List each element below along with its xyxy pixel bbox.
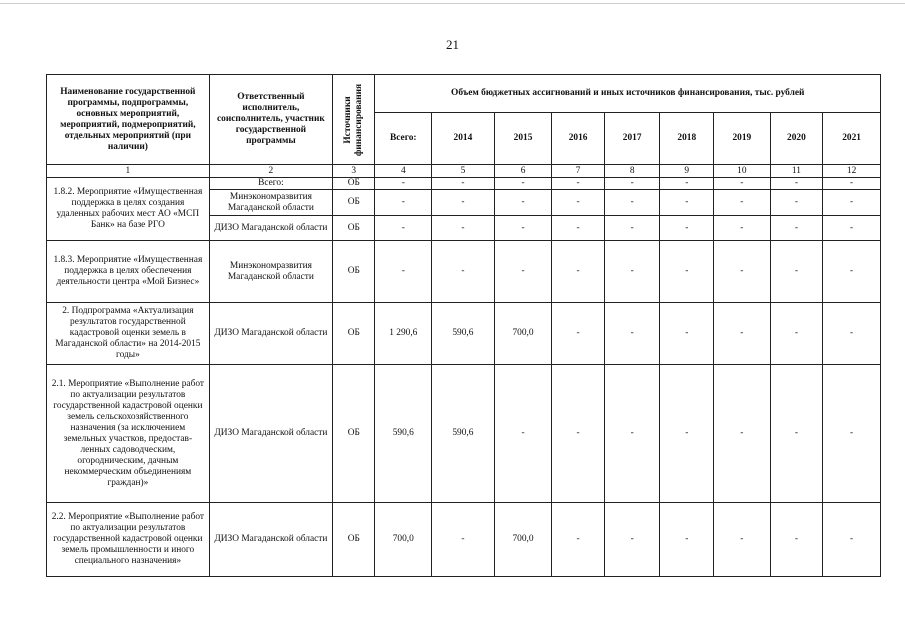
row-source: ОБ	[333, 190, 375, 216]
row-value: -	[432, 190, 495, 216]
row-value: -	[552, 365, 605, 503]
header-year: 2017	[604, 113, 660, 165]
row-value: -	[660, 503, 714, 577]
row-name: 2. Подпрограмма «Актуализация результатов государственной кадастровой оценки земель в Магаданской области» на 2014-2015 годы»	[47, 303, 210, 365]
column-number: 1	[47, 165, 210, 178]
row-value: -	[552, 216, 605, 241]
row-value: 590,6	[432, 303, 495, 365]
column-number-row	[47, 165, 881, 178]
page-number: 21	[446, 37, 459, 52]
row-value: -	[823, 365, 881, 503]
row-value: -	[714, 178, 771, 190]
table-row	[47, 303, 881, 365]
row-value: -	[770, 503, 823, 577]
row-value: -	[604, 303, 660, 365]
row-source: ОБ	[333, 503, 375, 577]
row-value: -	[714, 241, 771, 303]
column-number: 9	[660, 165, 714, 178]
header-year: 2016	[552, 113, 605, 165]
header-year: 2020	[770, 113, 823, 165]
top-edge-line	[0, 3, 905, 4]
header-year: 2021	[823, 113, 881, 165]
row-value: -	[714, 216, 771, 241]
row-value: -	[552, 303, 605, 365]
row-value: -	[770, 303, 823, 365]
row-value: -	[604, 216, 660, 241]
row-value: -	[823, 178, 881, 190]
column-number: 5	[432, 165, 495, 178]
row-value: -	[552, 503, 605, 577]
row-value: 700,0	[494, 503, 552, 577]
column-number: 6	[494, 165, 552, 178]
header-year: 2015	[494, 113, 552, 165]
budget-table	[46, 74, 881, 577]
row-value: -	[770, 241, 823, 303]
row-name: 2.2. Мероприятие «Выполнение работ по актуализации результатов государственной кадастровой оценки земель промышленности и иного специального назначения»	[47, 503, 210, 577]
row-value: -	[604, 190, 660, 216]
row-value: -	[823, 216, 881, 241]
row-value: -	[660, 303, 714, 365]
header-financing-group: Объем бюджетных ассигнований и иных источников финансирования, тыс. рублей	[375, 75, 881, 113]
row-source: ОБ	[333, 365, 375, 503]
row-value: 590,6	[432, 365, 495, 503]
row-value: 590,6	[375, 365, 432, 503]
row-value: -	[494, 241, 552, 303]
column-number: 10	[714, 165, 771, 178]
header-row-1	[47, 75, 881, 113]
row-value: -	[375, 241, 432, 303]
row-value: -	[660, 365, 714, 503]
header-name-column: Наименование государственной программы, подпрограммы, основных мероприятий, мероприятий, подмероприятий, отдельных мероприятий (при наличии)	[47, 75, 210, 165]
row-value: -	[823, 503, 881, 577]
row-executor: Всего:	[209, 178, 332, 190]
table-row	[47, 503, 881, 577]
header-year: 2014	[432, 113, 495, 165]
column-number: 3	[333, 165, 375, 178]
row-executor: ДИЗО Магаданской области	[209, 503, 332, 577]
table-row	[47, 365, 881, 503]
column-number: 4	[375, 165, 432, 178]
row-value: -	[432, 503, 495, 577]
row-executor: ДИЗО Магаданской области	[209, 365, 332, 503]
table-row	[47, 178, 881, 190]
row-source: ОБ	[333, 241, 375, 303]
row-executor: ДИЗО Магаданской области	[209, 303, 332, 365]
row-value: -	[660, 178, 714, 190]
row-value: -	[823, 241, 881, 303]
row-name: 2.1. Мероприятие «Выполнение работ по актуализации результатов государственной кадастровой оценки земель сельскохозяйственного назначения (за исключением земельных участков, предостав-ленных садоводческим, огородническим, дачным некоммерческим объединениям граждан)»	[47, 365, 210, 503]
row-value: -	[432, 178, 495, 190]
row-value: -	[714, 190, 771, 216]
row-value: 700,0	[375, 503, 432, 577]
row-executor: ДИЗО Магаданской области	[209, 216, 332, 241]
header-executor-column: Ответственный исполнитель, соисполнитель, участник государственной программы	[209, 75, 332, 165]
row-value: -	[770, 216, 823, 241]
row-value: -	[823, 303, 881, 365]
row-value: -	[375, 216, 432, 241]
header-year: Всего:	[375, 113, 432, 165]
row-executor: Минэкономразвития Магаданской области	[209, 241, 332, 303]
row-value: -	[552, 190, 605, 216]
column-number: 12	[823, 165, 881, 178]
row-value: -	[714, 503, 771, 577]
header-year: 2018	[660, 113, 714, 165]
row-source: ОБ	[333, 216, 375, 241]
column-number: 2	[209, 165, 332, 178]
row-name: 1.8.3. Мероприятие «Имущественная поддержка в целях обеспечения деятельности центра «Мой Бизнес»	[47, 241, 210, 303]
row-value: -	[823, 190, 881, 216]
row-value: -	[660, 190, 714, 216]
row-value: -	[660, 216, 714, 241]
row-source: ОБ	[333, 303, 375, 365]
row-value: -	[714, 365, 771, 503]
table-row	[47, 241, 881, 303]
row-value: -	[552, 241, 605, 303]
row-value: -	[604, 503, 660, 577]
row-value: -	[604, 241, 660, 303]
header-year: 2019	[714, 113, 771, 165]
row-executor: Минэкономразвития Магаданской области	[209, 190, 332, 216]
header-source-column	[333, 75, 375, 165]
row-value: -	[604, 365, 660, 503]
row-value: 1 290,6	[375, 303, 432, 365]
row-value: -	[494, 216, 552, 241]
header-source-line2: финансирования	[353, 83, 364, 156]
row-value: 700,0	[494, 303, 552, 365]
row-value: -	[770, 178, 823, 190]
header-source-line1: Источники	[342, 95, 353, 144]
row-value: -	[494, 178, 552, 190]
row-value: -	[375, 178, 432, 190]
row-value: -	[494, 190, 552, 216]
row-value: -	[432, 216, 495, 241]
row-value: -	[552, 178, 605, 190]
row-value: -	[375, 190, 432, 216]
column-number: 7	[552, 165, 605, 178]
row-value: -	[494, 365, 552, 503]
row-value: -	[604, 178, 660, 190]
row-value: -	[770, 365, 823, 503]
column-number: 8	[604, 165, 660, 178]
row-value: -	[714, 303, 771, 365]
row-source: ОБ	[333, 178, 375, 190]
row-name: 1.8.2. Мероприятие «Имущественная поддержка в целях создания удаленных рабочих мест АО «МСП Банк» на базе РГО	[47, 178, 210, 241]
row-value: -	[432, 241, 495, 303]
row-value: -	[770, 190, 823, 216]
row-value: -	[660, 241, 714, 303]
column-number: 11	[770, 165, 823, 178]
